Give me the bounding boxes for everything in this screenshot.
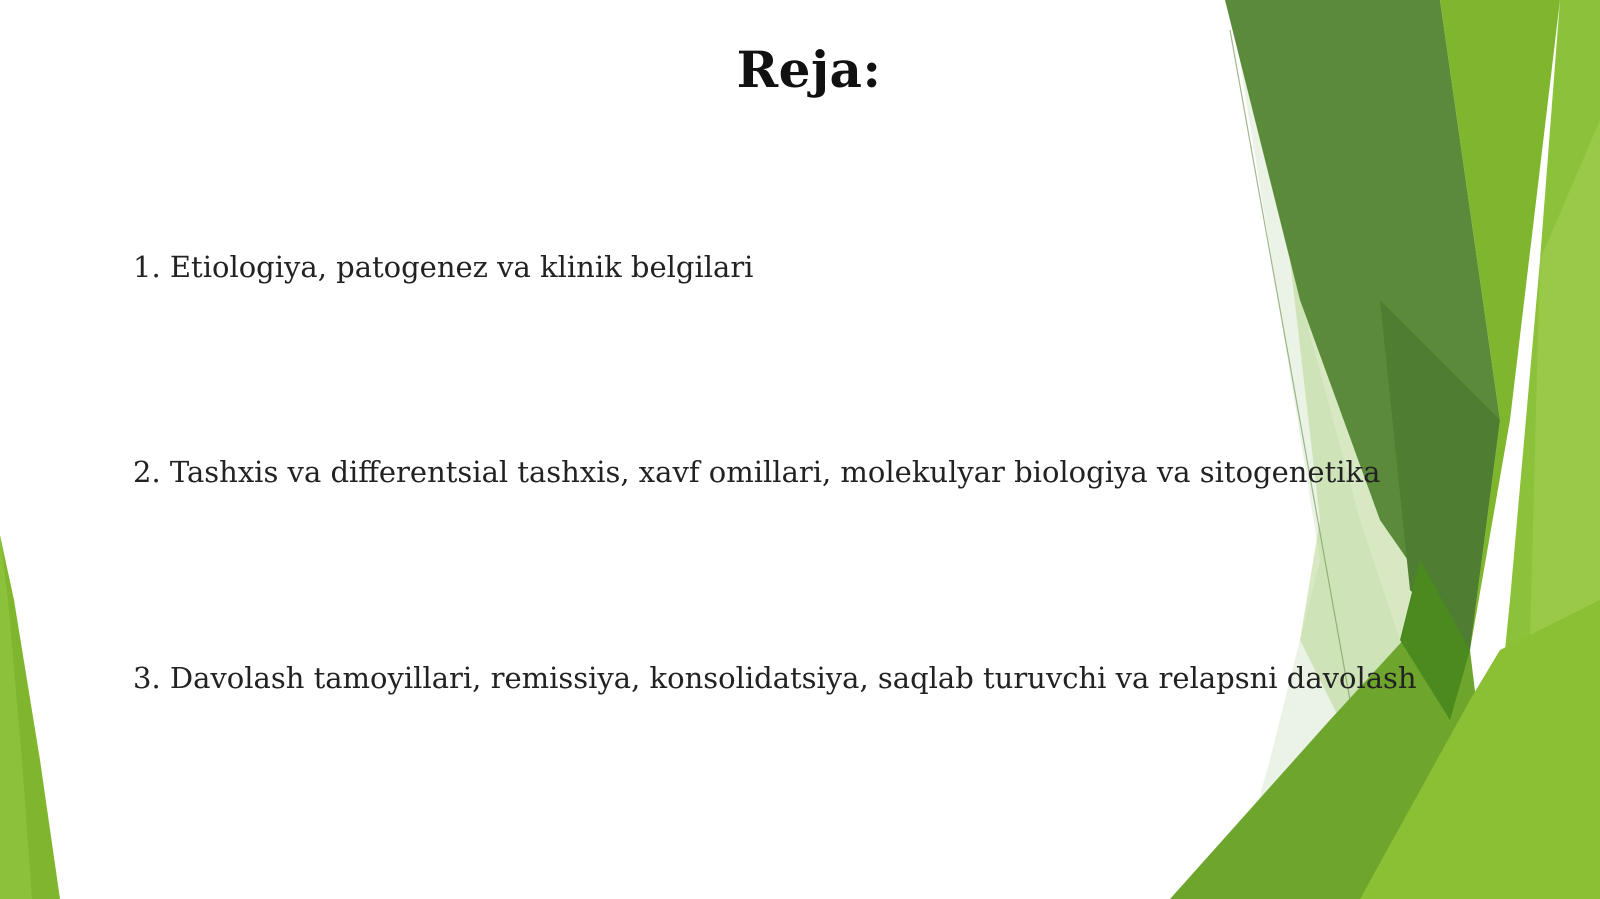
plan-item-2: 2. Tashxis va differentsial tashxis, xavf omillari, molekulyar biologiya va sitogenetika <box>133 455 1381 489</box>
slide-title <box>0 40 1600 99</box>
plan-item-3: 3. Davolash tamoyillari, remissiya, konsolidatsiya, saqlab turuvchi va relapsni davolash <box>133 661 1417 695</box>
slide-title-text: Reja: <box>736 40 882 99</box>
plan-item-1: 1. Etiologiya, patogenez va klinik belgilari <box>133 250 754 284</box>
